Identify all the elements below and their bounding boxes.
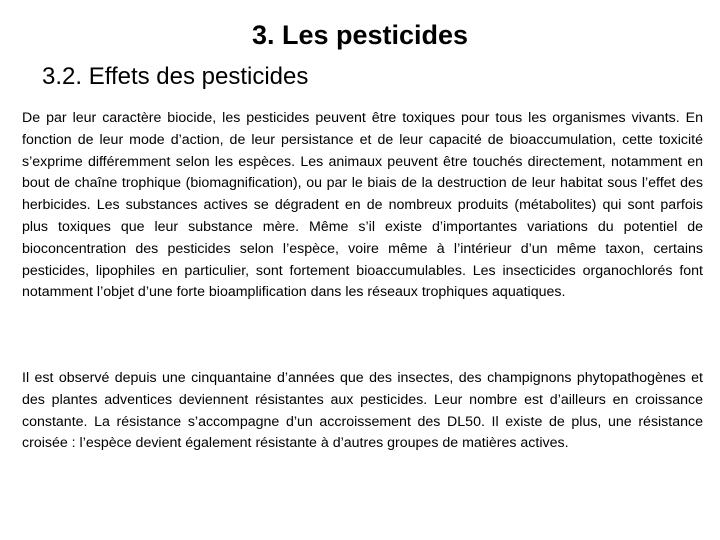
paragraph-effects: De par leur caractère biocide, les pesticides peuvent être toxiques pour tous les organismes vivants. En fonction de leur mode d’action, de leur persistance et de leur capacité de bioaccumulation, cette toxicité s’exprime différemment selon les espèces. Les animaux peuvent être touchés directement, notamment en bout de chaîne trophique (biomagnification), ou par le biais de la destruction de leur habitat sous l’effet des herbicides. Les substances actives se dégradent en de nombreux produits (métabolites) qui sont parfois plus toxiques que leur substance mère. Même s’il existe d’importantes variations du potentiel de bioconcentration des pesticides selon l’espèce, voire même à l’intérieur d’un même taxon, certains pesticides, lipophiles en particulier, sont fortement bioaccumulables. Les insecticides organochlorés font notamment l’objet d’une forte bioamplification dans les réseaux trophiques aquatiques.	[22, 110, 703, 301]
slide-title	[0, 20, 720, 51]
slide-subtitle: 3.2. Effets des pesticides	[42, 63, 309, 90]
slide-title-text: 3. Les pesticides	[251, 20, 469, 50]
paragraph-resistance: Il est observé depuis une cinquantaine d’années que des insectes, des champignons phytopathogènes et des plantes adventices deviennent résistantes aux pesticides. Leur nombre est d’ailleurs en croissance constante. La résistance s’accompagne d’un accroissement des DL50. Il existe de plus, une résistance croisée : l’espèce devient également résistante à d’autres groupes de matières actives.	[22, 370, 703, 452]
